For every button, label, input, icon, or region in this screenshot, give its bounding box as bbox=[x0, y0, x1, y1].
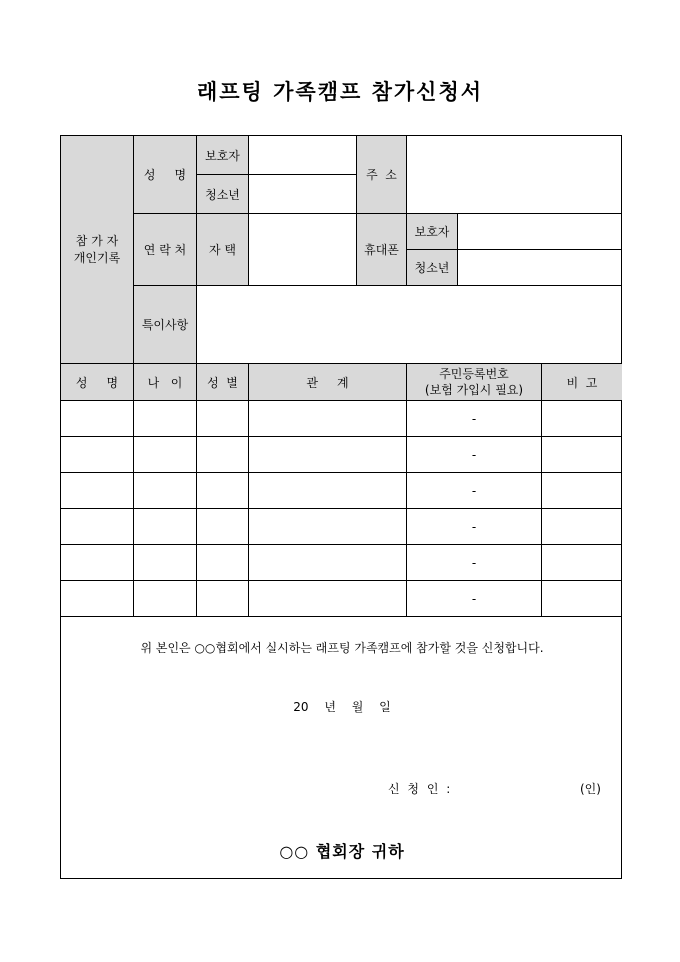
member-age-field[interactable] bbox=[134, 509, 197, 545]
member-relation-field[interactable] bbox=[249, 581, 407, 617]
member-relation-field[interactable] bbox=[249, 473, 407, 509]
mobile-guardian-label: 보호자 bbox=[407, 214, 458, 250]
name-guardian-field[interactable] bbox=[249, 136, 357, 175]
member-remarks-field[interactable] bbox=[542, 509, 622, 545]
name-guardian-label: 보호자 bbox=[197, 136, 249, 175]
member-name-field[interactable] bbox=[61, 473, 134, 509]
member-remarks-field[interactable] bbox=[542, 473, 622, 509]
home-phone-label: 자 택 bbox=[197, 214, 249, 286]
member-resident-number-field[interactable]: - bbox=[407, 509, 542, 545]
member-gender-field[interactable] bbox=[197, 509, 249, 545]
addressee: ○○ 협회장 귀하 bbox=[279, 842, 405, 861]
col-header-gender: 성 별 bbox=[197, 364, 249, 401]
address-field[interactable] bbox=[407, 136, 622, 214]
member-resident-number-field[interactable]: - bbox=[407, 437, 542, 473]
member-remarks-field[interactable] bbox=[542, 545, 622, 581]
member-age-field[interactable] bbox=[134, 581, 197, 617]
member-relation-field[interactable] bbox=[249, 437, 407, 473]
member-resident-number-field[interactable]: - bbox=[407, 581, 542, 617]
home-phone-field[interactable] bbox=[249, 214, 357, 286]
member-relation-field[interactable] bbox=[249, 545, 407, 581]
col-header-remarks: 비 고 bbox=[542, 364, 622, 401]
member-gender-field[interactable] bbox=[197, 581, 249, 617]
col-header-resident-number: 주민등록번호 (보험 가입시 필요) bbox=[407, 364, 542, 401]
participant-label-line2: 개인기록 bbox=[73, 250, 121, 265]
participant-section-label bbox=[61, 136, 134, 364]
member-gender-field[interactable] bbox=[197, 545, 249, 581]
name-youth-field[interactable] bbox=[249, 175, 357, 214]
member-name-field[interactable] bbox=[61, 401, 134, 437]
application-form bbox=[60, 135, 622, 879]
member-age-field[interactable] bbox=[134, 437, 197, 473]
contact-label: 연 락 처 bbox=[134, 214, 197, 286]
member-remarks-field[interactable] bbox=[542, 401, 622, 437]
mobile-youth-field[interactable] bbox=[458, 250, 622, 286]
member-gender-field[interactable] bbox=[197, 437, 249, 473]
participant-label-line1: 참 가 자 bbox=[75, 233, 119, 248]
mobile-label: 휴대폰 bbox=[357, 214, 407, 286]
form-title: 래프팅 가족캠프 참가신청서 bbox=[196, 79, 484, 104]
member-resident-number-field[interactable]: - bbox=[407, 473, 542, 509]
mobile-youth-label: 청소년 bbox=[407, 250, 458, 286]
member-name-field[interactable] bbox=[61, 581, 134, 617]
application-date: 20 년 월 일 bbox=[293, 700, 391, 714]
member-gender-field[interactable] bbox=[197, 473, 249, 509]
member-relation-field[interactable] bbox=[249, 509, 407, 545]
name-label: 성 명 bbox=[134, 136, 197, 214]
col-header-name: 성 명 bbox=[61, 364, 134, 401]
member-name-field[interactable] bbox=[61, 509, 134, 545]
applicant-label: 신 청 인 : bbox=[388, 782, 451, 796]
seal-mark: (인) bbox=[580, 782, 601, 796]
col-header-relation: 관 계 bbox=[249, 364, 407, 401]
member-age-field[interactable] bbox=[134, 545, 197, 581]
col-header-age: 나 이 bbox=[134, 364, 197, 401]
member-name-field[interactable] bbox=[61, 545, 134, 581]
notes-label: 특이사항 bbox=[134, 286, 197, 364]
member-age-field[interactable] bbox=[134, 401, 197, 437]
application-notice: 위 본인은 ○○협회에서 실시하는 래프팅 가족캠프에 참가할 것을 신청합니다. bbox=[140, 641, 544, 655]
member-resident-number-field[interactable]: - bbox=[407, 545, 542, 581]
notes-field[interactable] bbox=[197, 286, 622, 364]
member-age-field[interactable] bbox=[134, 473, 197, 509]
mobile-guardian-field[interactable] bbox=[458, 214, 622, 250]
member-remarks-field[interactable] bbox=[542, 581, 622, 617]
member-name-field[interactable] bbox=[61, 437, 134, 473]
member-resident-number-field[interactable]: - bbox=[407, 401, 542, 437]
member-gender-field[interactable] bbox=[197, 401, 249, 437]
member-remarks-field[interactable] bbox=[542, 437, 622, 473]
name-youth-label: 청소년 bbox=[197, 175, 249, 214]
member-relation-field[interactable] bbox=[249, 401, 407, 437]
address-label: 주 소 bbox=[357, 136, 407, 214]
